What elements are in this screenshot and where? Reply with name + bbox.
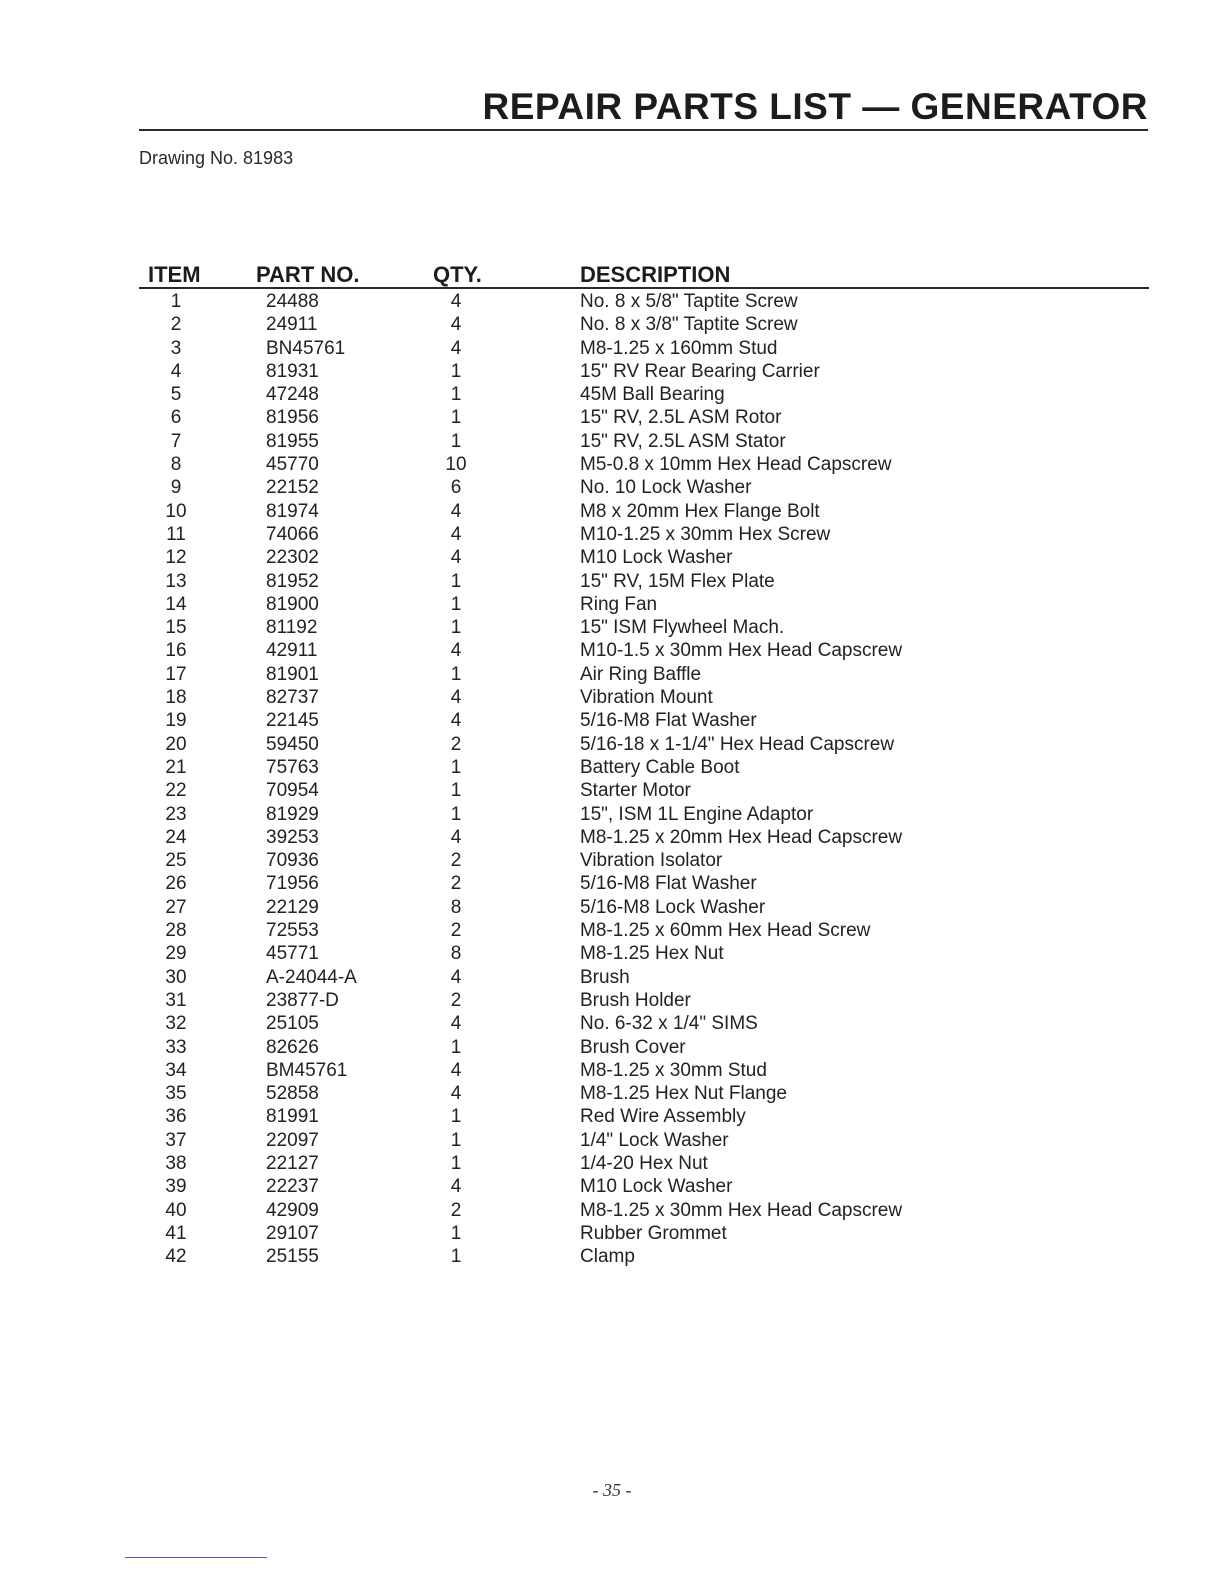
description-cell: M8-1.25 Hex Nut	[580, 943, 724, 965]
qty-cell: 10	[445, 454, 467, 476]
qty-cell: 1	[450, 803, 462, 825]
description-cell: No. 6-32 x 1/4" SIMS	[580, 1013, 758, 1035]
qty-cell: 4	[450, 826, 462, 848]
table-row	[0, 360, 1224, 383]
qty-cell: 4	[450, 1013, 462, 1035]
description-cell: 1/4-20 Hex Nut	[580, 1152, 708, 1174]
description-cell: M8 x 20mm Hex Flange Bolt	[580, 500, 820, 522]
part-no-cell: 39253	[266, 826, 319, 848]
description-cell: M8-1.25 x 20mm Hex Head Capscrew	[580, 826, 903, 848]
item-cell: 13	[165, 570, 187, 592]
table-row	[0, 1222, 1224, 1245]
item-cell: 32	[165, 1013, 187, 1035]
table-row	[0, 546, 1224, 569]
qty-cell: 1	[450, 1129, 462, 1151]
description-cell: M10-1.25 x 30mm Hex Screw	[580, 523, 831, 545]
description-cell: 15" RV, 2.5L ASM Stator	[580, 430, 786, 452]
part-no-cell: 72553	[266, 920, 319, 942]
part-no-cell: 45770	[266, 454, 319, 476]
table-row	[0, 430, 1224, 453]
header-divider	[139, 287, 1149, 289]
description-cell: 15" RV Rear Bearing Carrier	[580, 360, 820, 382]
description-cell: 5/16-M8 Flat Washer	[580, 710, 757, 732]
description-cell: M10-1.5 x 30mm Hex Head Capscrew	[580, 640, 903, 662]
item-cell: 10	[165, 500, 187, 522]
qty-cell: 1	[450, 617, 462, 639]
qty-cell: 2	[450, 733, 462, 755]
table-row	[0, 942, 1224, 965]
parts-table-body	[0, 290, 1224, 1268]
table-row	[0, 639, 1224, 662]
item-cell: 7	[170, 430, 182, 452]
table-row	[0, 1129, 1224, 1152]
description-cell: 5/16-18 x 1-1/4" Hex Head Capscrew	[580, 733, 895, 755]
qty-cell: 4	[450, 1176, 462, 1198]
qty-cell: 1	[450, 756, 462, 778]
item-cell: 19	[165, 710, 187, 732]
table-row	[0, 570, 1224, 593]
description-cell: Starter Motor	[580, 780, 691, 802]
qty-cell: 2	[450, 920, 462, 942]
table-row	[0, 779, 1224, 802]
item-cell: 9	[170, 477, 182, 499]
description-cell: 15" ISM Flywheel Mach.	[580, 617, 785, 639]
part-no-cell: 82626	[266, 1036, 319, 1058]
item-cell: 15	[165, 617, 187, 639]
item-cell: 31	[165, 989, 187, 1011]
table-row	[0, 826, 1224, 849]
qty-cell: 1	[450, 593, 462, 615]
part-no-cell: 81991	[266, 1106, 319, 1128]
table-row	[0, 1105, 1224, 1128]
description-cell: M8-1.25 Hex Nut Flange	[580, 1083, 787, 1105]
part-no-cell: 22129	[266, 896, 319, 918]
item-cell: 20	[165, 733, 187, 755]
table-row	[0, 896, 1224, 919]
part-no-cell: 24911	[266, 314, 318, 336]
qty-cell: 4	[450, 1083, 462, 1105]
qty-cell: 4	[450, 314, 462, 336]
table-row	[0, 290, 1224, 313]
item-cell: 18	[165, 687, 187, 709]
table-row	[0, 383, 1224, 406]
part-no-cell: 42911	[266, 640, 318, 662]
table-row	[0, 1012, 1224, 1035]
part-no-cell: 71956	[266, 873, 319, 895]
table-row	[0, 709, 1224, 732]
title-divider	[139, 129, 1148, 131]
qty-cell: 1	[450, 1222, 462, 1244]
part-no-cell: 81192	[266, 617, 318, 639]
footer-rule	[125, 1557, 267, 1558]
qty-cell: 1	[450, 384, 462, 406]
qty-cell: 1	[450, 360, 462, 382]
table-row	[0, 476, 1224, 499]
item-cell: 40	[165, 1199, 187, 1221]
item-cell: 3	[170, 337, 182, 359]
description-cell: Rubber Grommet	[580, 1222, 727, 1244]
part-no-cell: 29107	[266, 1222, 319, 1244]
qty-cell: 1	[450, 1246, 462, 1268]
part-no-cell: 22145	[266, 710, 319, 732]
item-cell: 25	[165, 850, 187, 872]
item-cell: 23	[165, 803, 187, 825]
item-cell: 37	[165, 1129, 187, 1151]
item-cell: 11	[166, 523, 186, 545]
description-cell: Brush Cover	[580, 1036, 686, 1058]
qty-cell: 8	[450, 943, 462, 965]
qty-cell: 4	[450, 710, 462, 732]
description-cell: M8-1.25 x 60mm Hex Head Screw	[580, 920, 871, 942]
item-cell: 42	[165, 1246, 187, 1268]
description-cell: M10 Lock Washer	[580, 547, 733, 569]
table-row	[0, 1175, 1224, 1198]
header-part-no: PART NO.	[256, 262, 360, 287]
table-row	[0, 406, 1224, 429]
item-cell: 24	[165, 826, 187, 848]
part-no-cell: 22237	[266, 1176, 319, 1198]
qty-cell: 4	[450, 966, 462, 988]
item-cell: 39	[165, 1176, 187, 1198]
part-no-cell: 70954	[266, 780, 319, 802]
description-cell: M8-1.25 x 160mm Stud	[580, 337, 778, 359]
description-cell: Brush	[580, 966, 630, 988]
part-no-cell: 82737	[266, 687, 319, 709]
description-cell: No. 8 x 3/8" Taptite Screw	[580, 314, 798, 336]
table-row	[0, 1245, 1224, 1268]
part-no-cell: 22127	[266, 1152, 319, 1174]
item-cell: 33	[165, 1036, 187, 1058]
qty-cell: 4	[450, 547, 462, 569]
table-header	[139, 260, 1149, 290]
qty-cell: 1	[450, 1106, 462, 1128]
item-cell: 28	[165, 920, 187, 942]
description-cell: 1/4" Lock Washer	[580, 1129, 729, 1151]
qty-cell: 4	[450, 337, 462, 359]
part-no-cell: 70936	[266, 850, 319, 872]
header-description: DESCRIPTION	[580, 262, 731, 287]
item-cell: 14	[165, 593, 187, 615]
qty-cell: 4	[450, 1059, 462, 1081]
description-cell: 5/16-M8 Flat Washer	[580, 873, 757, 895]
part-no-cell: 22302	[266, 547, 319, 569]
description-cell: Vibration Mount	[580, 687, 713, 709]
qty-cell: 4	[450, 687, 462, 709]
table-row	[0, 523, 1224, 546]
table-row	[0, 756, 1224, 779]
qty-cell: 1	[450, 570, 462, 592]
part-no-cell: 42909	[266, 1199, 319, 1221]
page-title: REPAIR PARTS LIST — GENERATOR	[482, 86, 1148, 127]
item-cell: 16	[165, 640, 187, 662]
part-no-cell: 81931	[266, 360, 319, 382]
part-no-cell: 25105	[266, 1013, 319, 1035]
description-cell: M8-1.25 x 30mm Hex Head Capscrew	[580, 1199, 903, 1221]
table-row	[0, 500, 1224, 523]
drawing-number: Drawing No. 81983	[139, 148, 294, 168]
table-row	[0, 1152, 1224, 1175]
part-no-cell: 81901	[266, 663, 319, 685]
item-cell: 6	[170, 407, 182, 429]
part-no-cell: A-24044-A	[266, 966, 357, 988]
qty-cell: 6	[450, 477, 462, 499]
qty-cell: 2	[450, 1199, 462, 1221]
item-cell: 1	[170, 291, 182, 312]
item-cell: 36	[165, 1106, 187, 1128]
item-cell: 17	[165, 663, 187, 685]
table-row	[0, 616, 1224, 639]
table-row	[0, 989, 1224, 1012]
description-cell: 45M Ball Bearing	[580, 384, 725, 406]
header-item: ITEM	[148, 262, 201, 287]
qty-cell: 4	[450, 500, 462, 522]
part-no-cell: 45771	[266, 943, 319, 965]
part-no-cell: 75763	[266, 756, 319, 778]
part-no-cell: 81900	[266, 593, 319, 615]
item-cell: 35	[165, 1083, 187, 1105]
description-cell: 5/16-M8 Lock Washer	[580, 896, 766, 918]
description-cell: M8-1.25 x 30mm Stud	[580, 1059, 767, 1081]
qty-cell: 2	[450, 989, 462, 1011]
description-cell: 15" RV, 2.5L ASM Rotor	[580, 407, 782, 429]
table-row	[0, 1059, 1224, 1082]
item-cell: 29	[165, 943, 187, 965]
item-cell: 27	[165, 896, 187, 918]
item-cell: 34	[165, 1059, 187, 1081]
description-cell: No. 8 x 5/8" Taptite Screw	[580, 291, 798, 312]
table-row	[0, 1199, 1224, 1222]
description-cell: M5-0.8 x 10mm Hex Head Capscrew	[580, 454, 892, 476]
part-no-cell: 81955	[266, 430, 319, 452]
table-row	[0, 686, 1224, 709]
qty-cell: 4	[450, 291, 462, 312]
description-cell: Brush Holder	[580, 989, 691, 1011]
qty-cell: 1	[450, 1152, 462, 1174]
description-cell: Vibration Isolator	[580, 850, 723, 872]
item-cell: 30	[165, 966, 187, 988]
item-cell: 41	[165, 1222, 187, 1244]
description-cell: Air Ring Baffle	[580, 663, 702, 685]
item-cell: 4	[170, 360, 182, 382]
item-cell: 12	[165, 547, 187, 569]
description-cell: Clamp	[580, 1246, 635, 1268]
description-cell: No. 10 Lock Washer	[580, 477, 752, 499]
part-no-cell: 25155	[266, 1246, 319, 1268]
description-cell: 15" RV, 15M Flex Plate	[580, 570, 775, 592]
table-row	[0, 593, 1224, 616]
part-no-cell: 24488	[266, 291, 319, 312]
qty-cell: 4	[450, 523, 462, 545]
description-cell: M10 Lock Washer	[580, 1176, 733, 1198]
qty-cell: 1	[450, 430, 462, 452]
qty-cell: 2	[450, 873, 462, 895]
qty-cell: 1	[450, 780, 462, 802]
item-cell: 38	[165, 1152, 187, 1174]
qty-cell: 1	[450, 1036, 462, 1058]
part-no-cell: 22152	[266, 477, 319, 499]
qty-cell: 2	[450, 850, 462, 872]
table-row	[0, 1082, 1224, 1105]
table-row	[0, 663, 1224, 686]
qty-cell: 4	[450, 640, 462, 662]
description-cell: Battery Cable Boot	[580, 756, 740, 778]
part-no-cell: 22097	[266, 1129, 319, 1151]
table-row	[0, 733, 1224, 756]
part-no-cell: 81974	[266, 500, 319, 522]
item-cell: 21	[165, 756, 187, 778]
item-cell: 2	[170, 314, 182, 336]
page-number: - 35 -	[592, 1480, 632, 1500]
qty-cell: 8	[450, 896, 462, 918]
qty-cell: 1	[450, 407, 462, 429]
table-row	[0, 453, 1224, 476]
part-no-cell: 81956	[266, 407, 319, 429]
item-cell: 22	[165, 780, 187, 802]
table-row	[0, 313, 1224, 336]
table-row	[0, 919, 1224, 942]
qty-cell: 1	[450, 663, 462, 685]
item-cell: 8	[170, 454, 182, 476]
description-cell: 15", ISM 1L Engine Adaptor	[580, 803, 814, 825]
table-row	[0, 966, 1224, 989]
part-no-cell: 52858	[266, 1083, 319, 1105]
table-row	[0, 872, 1224, 895]
part-no-cell: 59450	[266, 733, 319, 755]
item-cell: 26	[165, 873, 187, 895]
header-qty: QTY.	[433, 262, 482, 287]
item-cell: 5	[170, 384, 182, 406]
table-row	[0, 849, 1224, 872]
part-no-cell: BN45761	[266, 337, 346, 359]
part-no-cell: BM45761	[266, 1059, 348, 1081]
part-no-cell: 81952	[266, 570, 319, 592]
part-no-cell: 47248	[266, 384, 319, 406]
part-no-cell: 23877-D	[266, 989, 339, 1011]
part-no-cell: 74066	[266, 523, 319, 545]
description-cell: Ring Fan	[580, 593, 658, 615]
part-no-cell: 81929	[266, 803, 319, 825]
table-row	[0, 337, 1224, 360]
description-cell: Red Wire Assembly	[580, 1106, 746, 1128]
table-row	[0, 803, 1224, 826]
table-row	[0, 1036, 1224, 1059]
